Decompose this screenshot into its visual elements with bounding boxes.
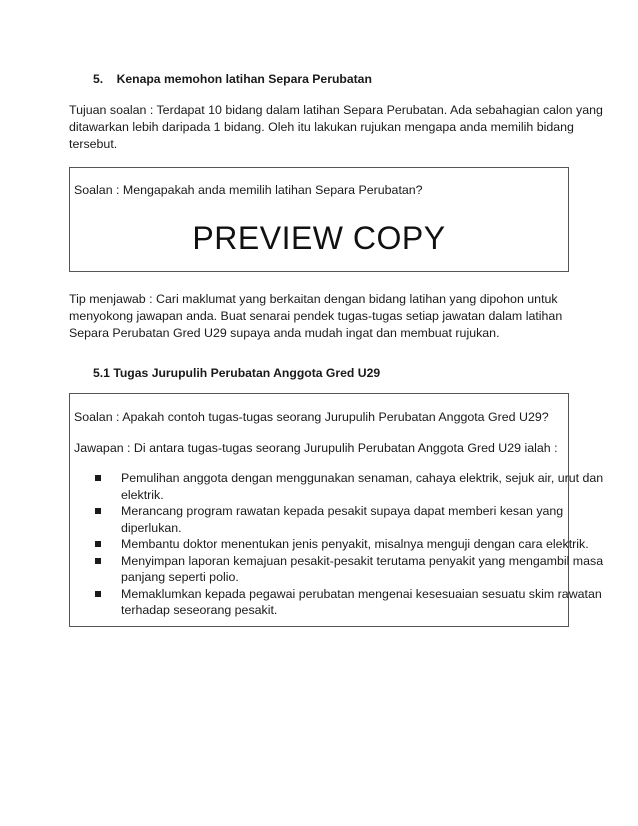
square-bullet-icon bbox=[95, 591, 101, 597]
list-item bbox=[95, 536, 603, 553]
answer-intro-text: Jawapan : Di antara tugas-tugas seorang Jurupulih Perubatan Anggota Gred U29 ialah : bbox=[74, 441, 558, 455]
square-bullet-icon bbox=[95, 475, 101, 481]
question-box-1-text: Soalan : Mengapakah anda memilih latihan Separa Perubatan? bbox=[74, 183, 423, 197]
list-item bbox=[95, 470, 603, 503]
section-5-number: 5. bbox=[93, 72, 104, 86]
list-item-line: Pemulihan anggota dengan menggunakan senaman, cahaya elektrik, sejuk air, urut dan bbox=[121, 471, 604, 485]
square-bullet-icon bbox=[95, 558, 101, 564]
list-item-line: Merancang program rawatan kepada pesakit supaya dapat memberi kesan yang bbox=[121, 504, 564, 518]
duties-list bbox=[95, 470, 603, 619]
tip-line: Tip menjawab : Cari maklumat yang berkaitan dengan bidang latihan yang dipohon untuk bbox=[69, 292, 558, 306]
square-bullet-icon bbox=[95, 541, 101, 547]
list-item-line: panjang seperti polio. bbox=[121, 570, 239, 584]
tujuan-line: Tujuan soalan : Terdapat 10 bidang dalam latihan Separa Perubatan. Ada sebahagian calon yang bbox=[69, 103, 603, 117]
list-item bbox=[95, 553, 603, 586]
section-5-title: Kenapa memohon latihan Separa Perubatan bbox=[116, 72, 372, 86]
list-item-line: Memaklumkan kepada pegawai perubatan mengenai kesesuaian sesuatu skim rawatan bbox=[121, 586, 602, 601]
list-item-line: elektrik. bbox=[121, 487, 164, 502]
list-item-line: terhadap seseorang pesakit. bbox=[121, 603, 278, 617]
tip-paragraph bbox=[69, 291, 562, 342]
list-item-line: Menyimpan laporan kemajuan pesakit-pesakit terutama penyakit yang mengambil masa bbox=[121, 553, 604, 568]
question-box-2-text: Soalan : Apakah contoh tugas-tugas seorang Jurupulih Perubatan Anggota Gred U29? bbox=[74, 410, 549, 424]
list-item-line: diperlukan. bbox=[121, 520, 182, 535]
list-item bbox=[95, 586, 603, 619]
tujuan-line: tersebut. bbox=[69, 137, 118, 151]
section-5-1-heading: 5.1 Tugas Jurupulih Perubatan Anggota Gred U29 bbox=[93, 366, 381, 380]
list-item-line: Membantu doktor menentukan jenis penyakit, misalnya menguji dengan cara elektrik. bbox=[121, 537, 589, 551]
tujuan-paragraph bbox=[69, 102, 603, 153]
section-5-heading bbox=[93, 71, 372, 88]
list-item bbox=[95, 503, 603, 536]
tujuan-line: ditawarkan lebih daripada 1 bidang. Oleh itu lakukan rujukan mengapa anda memilih bidang bbox=[69, 120, 574, 134]
tip-line: menyokong jawapan anda. Buat senarai pendek tugas-tugas setiap jawatan dalam latihan bbox=[69, 309, 563, 323]
tip-line: Separa Perubatan Gred U29 supaya anda mudah ingat dan membuat rujukan. bbox=[69, 326, 500, 340]
preview-copy-watermark: PREVIEW COPY bbox=[192, 220, 446, 256]
square-bullet-icon bbox=[95, 508, 101, 514]
question-box-1 bbox=[69, 167, 569, 272]
question-box-2 bbox=[69, 393, 604, 627]
